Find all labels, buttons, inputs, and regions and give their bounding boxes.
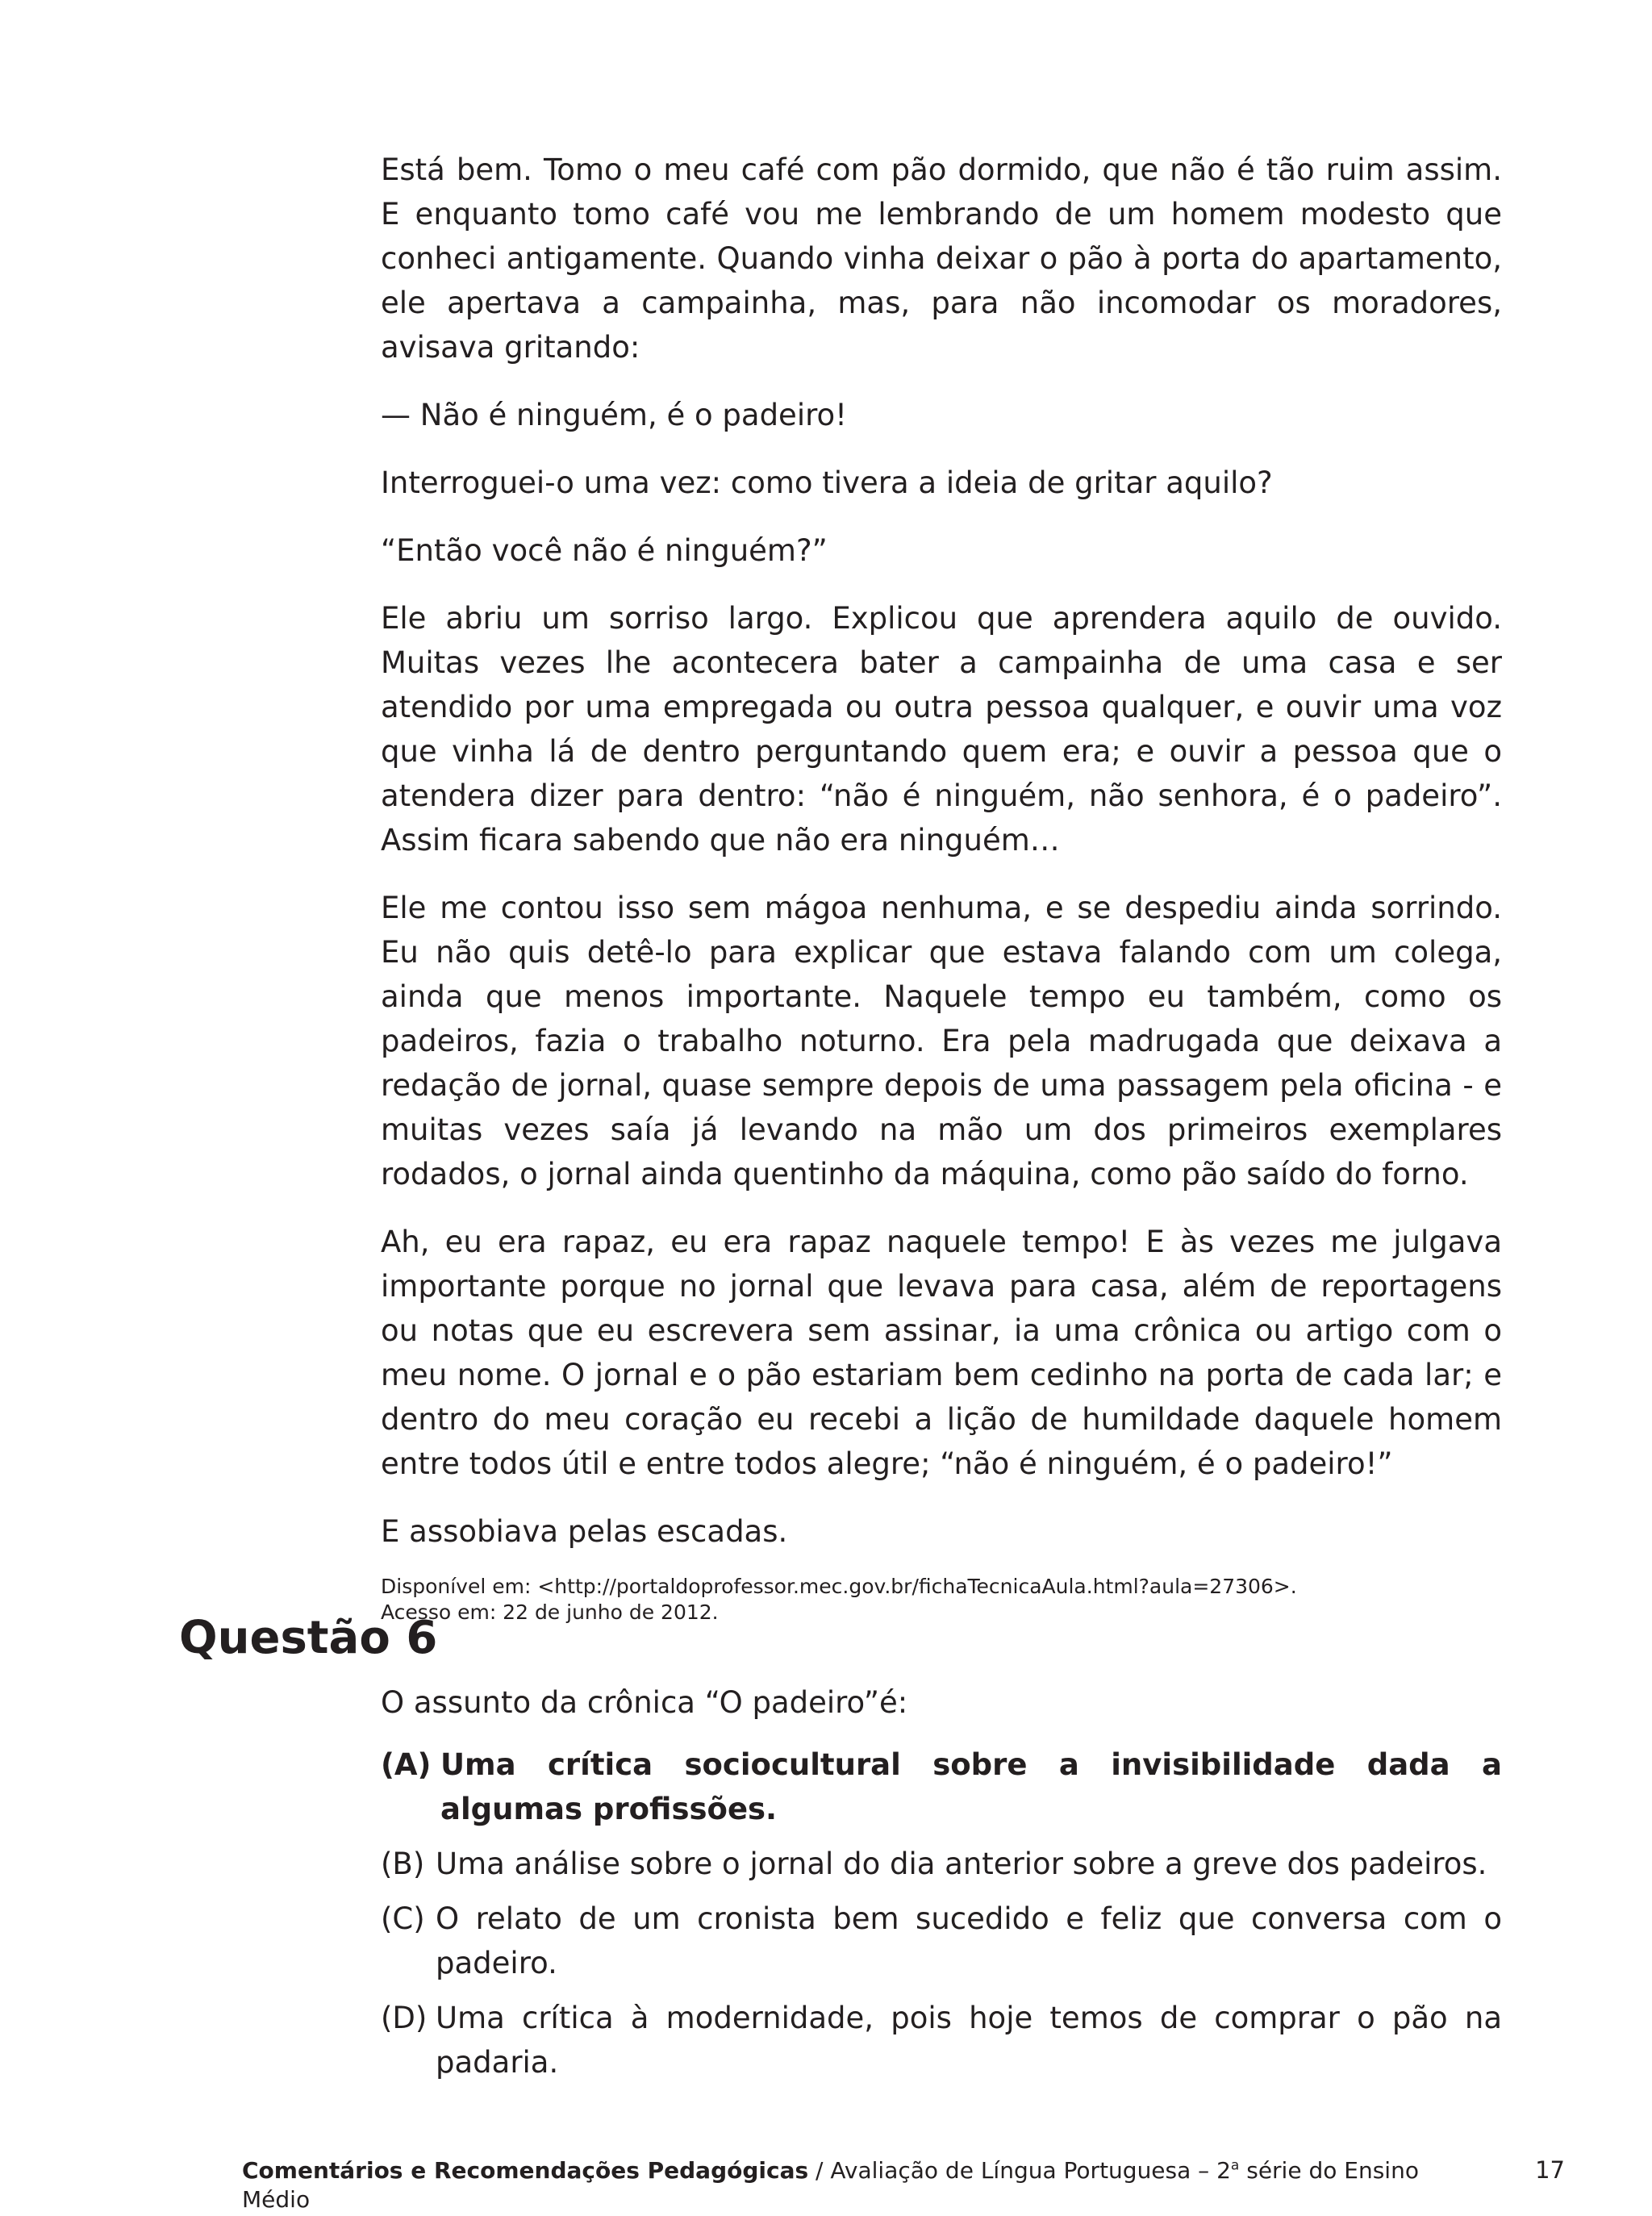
passage-paragraph-1: Está bem. Tomo o meu café com pão dormido, que não é tão ruim assim. E enquanto tomo café vou me lembrando de um homem modesto que conheci antigamente. Quando vinha deixar o pão à porta do apartamento, ele apertava a campainha, mas, para não incomodar os moradores, avisava gritando: bbox=[381, 152, 1502, 365]
option-d bbox=[381, 1996, 1502, 2085]
footer-separator: / bbox=[808, 2157, 831, 2184]
footer-subtitle-a: Avaliação de Língua Portuguesa – 2 bbox=[830, 2157, 1231, 2184]
passage-paragraph-2: — Não é ninguém, é o padeiro! bbox=[381, 398, 847, 432]
question-prompt: O assunto da crônica “O padeiro”é: bbox=[381, 1685, 908, 1720]
page-number: 17 bbox=[1535, 2156, 1565, 2184]
passage-paragraph-5: Ele abriu um sorriso largo. Explicou que aprendera aquilo de ouvido. Muitas vezes lhe acontecera bater a campainha de uma casa e ser atendido por uma empregada ou outra pessoa qualquer, e ouvir uma voz que vinha lá de dentro perguntando quem era; e ouvir a pessoa que o atendera dizer para dentro: “não é ninguém, não senhora, é o padeiro”. Assim ficara sabendo que não era ninguém… bbox=[381, 601, 1502, 858]
option-a bbox=[381, 1742, 1502, 1831]
footer-publication-title: Comentários e Recomendações Pedagógicas bbox=[242, 2157, 809, 2184]
option-a-text: Uma crítica sociocultural sobre a invisibilidade dada a algumas profissões. bbox=[440, 1747, 1502, 1826]
source-citation bbox=[381, 1574, 1502, 1625]
option-b bbox=[381, 1842, 1502, 1886]
option-c-text: O relato de um cronista bem sucedido e feliz que conversa com o padeiro. bbox=[436, 1901, 1502, 1980]
page-footer bbox=[242, 2155, 1565, 2214]
footer-text bbox=[242, 2156, 1493, 2214]
passage-paragraph-6: Ele me contou isso sem mágoa nenhuma, e se despediu ainda sorrindo. Eu não quis detê-lo para explicar que estava falando com um colega, ainda que menos importante. Naquele tempo eu também, como os padeiros, fazia o trabalho noturno. Era pela madrugada que deixava a redação de jornal, quase sempre depois de uma passagem pela oficina - e muitas vezes saía já levando na mão um dos primeiros exemplares rodados, o jornal ainda quentinho da máquina, como pão saído do forno. bbox=[381, 891, 1502, 1191]
passage-paragraph-8: E assobiava pelas escadas. bbox=[381, 1514, 788, 1549]
option-a-letter: (A) bbox=[381, 1747, 432, 1782]
passage-paragraph-7: Ah, eu era rapaz, eu era rapaz naquele tempo! E às vezes me julgava importante porque no jornal que levava para casa, além de reportagens ou notas que eu escrevera sem assinar, ia uma crônica ou artigo com o meu nome. O jornal e o pão estariam bem cedinho na porta de cada lar; e dentro do meu coração eu recebi a lição de humildade daquele homem entre todos útil e entre todos alegre; “não é ninguém, é o padeiro!” bbox=[381, 1225, 1502, 1481]
option-b-letter: (B) bbox=[381, 1847, 425, 1881]
passage-paragraph-3: Interroguei-o uma vez: como tivera a ideia de gritar aquilo? bbox=[381, 465, 1273, 500]
footer-subtitle-b: série do Ensino Médio bbox=[242, 2157, 1419, 2213]
source-access-date: Acesso em: 22 de junho de 2012. bbox=[381, 1600, 719, 1624]
option-b-text: Uma análise sobre o jornal do dia anterior sobre a greve dos padeiros. bbox=[436, 1847, 1487, 1881]
question-block bbox=[381, 1680, 1502, 2095]
option-c bbox=[381, 1897, 1502, 1985]
source-url: Disponível em: <http://portaldoprofessor.mec.gov.br/fichaTecnicaAula.html?aula=27306>. bbox=[381, 1575, 1297, 1598]
option-d-text: Uma crítica à modernidade, pois hoje temos de comprar o pão na padaria. bbox=[436, 2001, 1502, 2080]
passage-paragraph-4: “Então você não é ninguém?” bbox=[381, 533, 828, 568]
footer-ordinal-sup: a bbox=[1230, 2157, 1240, 2174]
passage bbox=[381, 148, 1502, 1625]
question-title: Questão 6 bbox=[179, 1612, 438, 1664]
option-d-letter: (D) bbox=[381, 2001, 428, 2035]
option-c-letter: (C) bbox=[381, 1901, 425, 1936]
